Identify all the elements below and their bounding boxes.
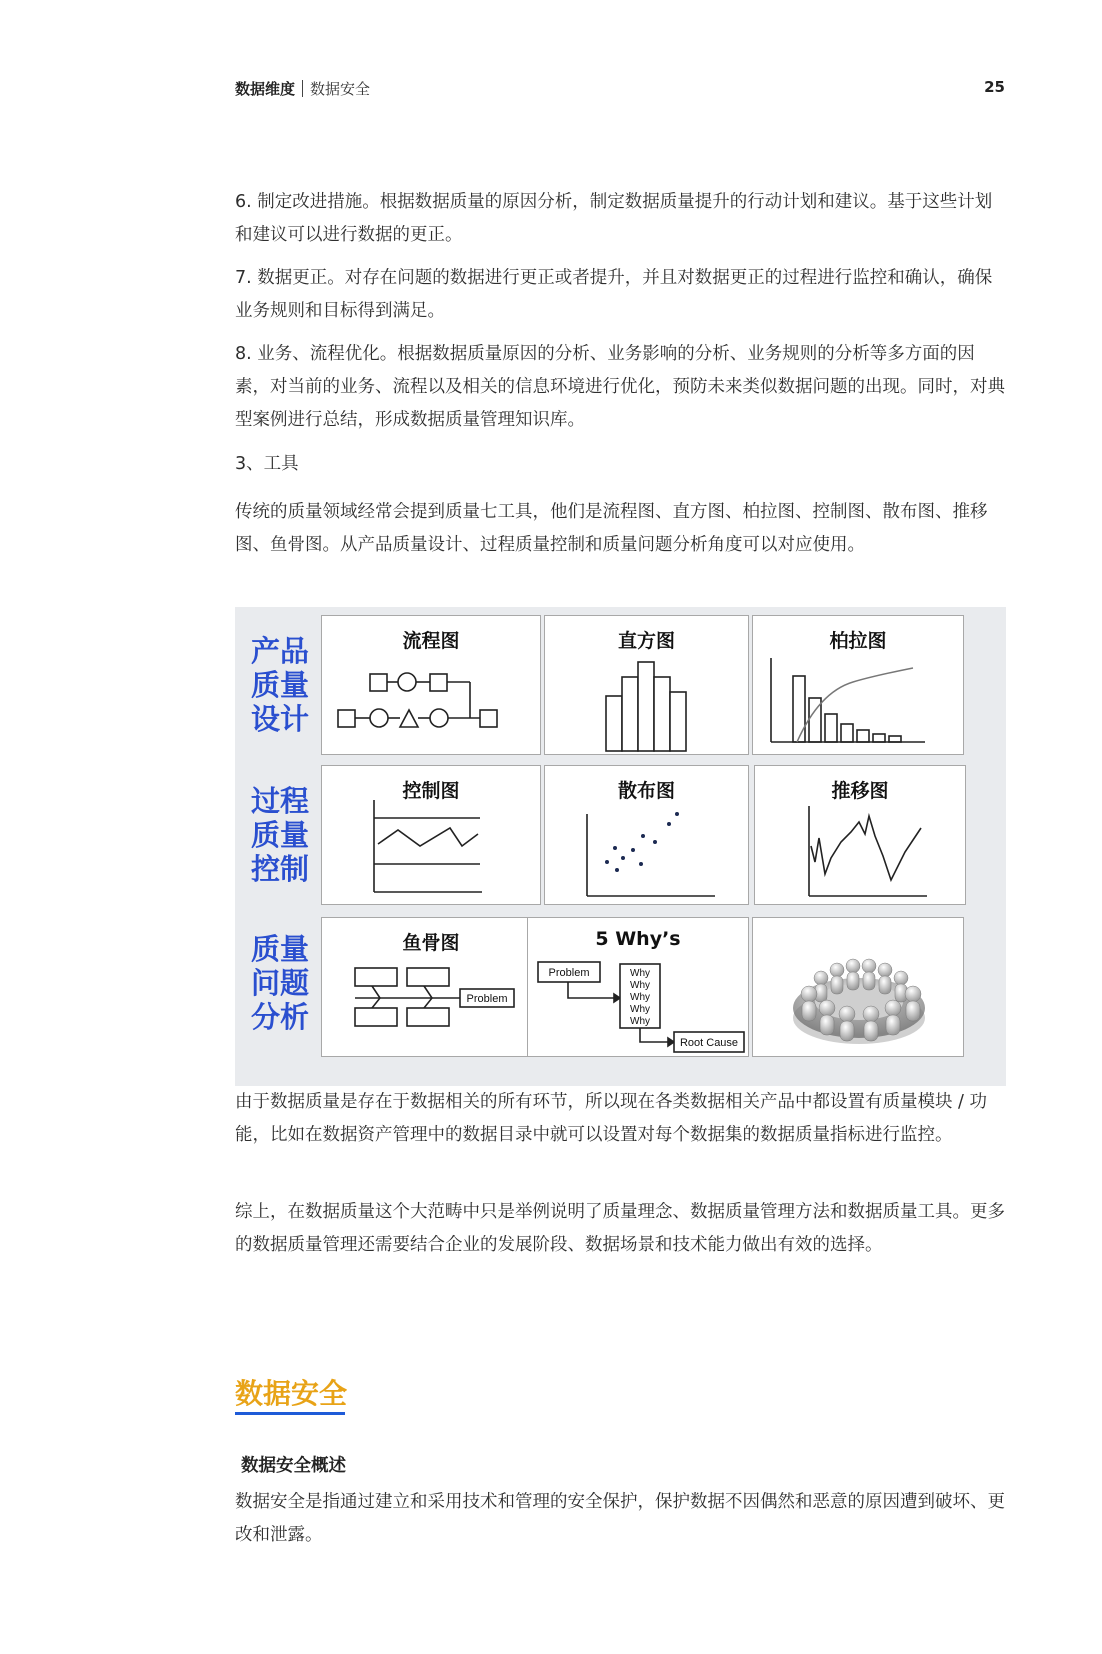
cell-flowchart — [321, 615, 541, 755]
why-label-3: Why — [630, 992, 650, 1003]
row-label-control: 过程 质量 控制 — [250, 784, 309, 886]
cell-title-fishbone: 鱼骨图 — [402, 932, 460, 954]
why-problem-label: Problem — [548, 967, 590, 979]
cell-team-image — [752, 917, 964, 1057]
page-number: 25 — [984, 78, 1005, 96]
header-section: 数据维度 — [235, 80, 296, 98]
row-label-analysis: 质量 问题 分析 — [250, 932, 309, 1034]
cell-title-flowchart: 流程图 — [402, 630, 460, 652]
cell-fishbone — [321, 917, 541, 1057]
fishbone-problem-label: Problem — [466, 993, 508, 1005]
run-chart-diagram — [755, 766, 967, 906]
cell-run-chart — [754, 765, 966, 905]
cell-pareto — [752, 615, 964, 755]
paragraph-quality-modules: 由于数据质量是存在于数据相关的所有环节，所以现在各类数据相关产品中都设置有质量模块 / 功能，比如在数据资产管理中的数据目录中就可以设置对每个数据集的数据质量指标进行监控。 — [235, 1092, 988, 1145]
paragraph-step-7: 7. 数据更正。对存在问题的数据进行更正或者提升，并且对数据更正的过程进行监控和确认，确保业务规则和目标得到满足。 — [235, 268, 993, 321]
root-cause-label: Root Cause — [679, 1037, 739, 1049]
paragraph-summary: 综上，在数据质量这个大范畴中只是举例说明了质量理念、数据质量管理方法和数据质量工具。更多的数据质量管理还需要结合企业的发展阶段、数据场景和技术能力做出有效的选择。 — [235, 1202, 1005, 1255]
cell-title-pareto: 柏拉图 — [829, 630, 887, 652]
cell-title-scatter: 散布图 — [617, 780, 675, 802]
cell-5-whys — [527, 917, 749, 1057]
cell-scatter — [544, 765, 749, 905]
cell-title-control-chart: 控制图 — [402, 780, 460, 802]
why-label-4: Why — [630, 1004, 650, 1015]
why-label-5: Why — [630, 1016, 650, 1027]
row-label-design: 产品 质量 设计 — [250, 634, 309, 736]
section-title-underline — [235, 1412, 345, 1415]
control-chart-diagram — [322, 766, 542, 906]
why-label-1: Why — [630, 968, 650, 979]
cell-title-run-chart: 推移图 — [831, 780, 889, 802]
fishbone-diagram — [322, 918, 542, 1058]
five-whys-diagram — [528, 918, 750, 1058]
cell-title-histogram: 直方图 — [617, 630, 675, 652]
paragraph-step-6: 6. 制定改进措施。根据数据质量的原因分析，制定数据质量提升的行动计划和建议。基于这些计划和建议可以进行数据的更正。 — [235, 192, 993, 245]
tools-intro: 传统的质量领域经常会提到质量七工具，他们是流程图、直方图、柏拉图、控制图、散布图、推移图、鱼骨图。从产品质量设计、过程质量控制和质量问题分析角度可以对应使用。 — [235, 502, 988, 555]
section-title-data-security: 数据安全 — [235, 1377, 348, 1410]
pareto-diagram — [753, 616, 965, 756]
why-label-2: Why — [630, 980, 650, 991]
tools-heading: 3、工具 — [235, 454, 299, 474]
team-circle-illustration — [753, 918, 965, 1058]
cell-histogram — [544, 615, 749, 755]
subheading-security-overview: 数据安全概述 — [241, 1456, 346, 1476]
header-separator — [302, 80, 303, 97]
page-header — [235, 78, 1005, 106]
cell-control-chart — [321, 765, 541, 905]
header-subsection: 数据安全 — [310, 80, 371, 98]
scatter-diagram — [545, 766, 750, 906]
cell-title-5-whys: 5 Why’s — [595, 928, 681, 950]
histogram-diagram — [545, 616, 750, 756]
flowchart-diagram — [322, 616, 542, 756]
paragraph-step-8: 8. 业务、流程优化。根据数据质量原因的分析、业务影响的分析、业务规则的分析等多方面的因素，对当前的业务、流程以及相关的信息环境进行优化，预防未来类似数据问题的出现。同时，对典型案例进行总结，形成数据质量管理知识库。 — [235, 344, 1005, 430]
paragraph-security-definition: 数据安全是指通过建立和采用技术和管理的安全保护，保护数据不因偶然和恶意的原因遭到破坏、更改和泄露。 — [235, 1492, 1005, 1545]
quality-tools-figure — [235, 607, 1006, 1086]
